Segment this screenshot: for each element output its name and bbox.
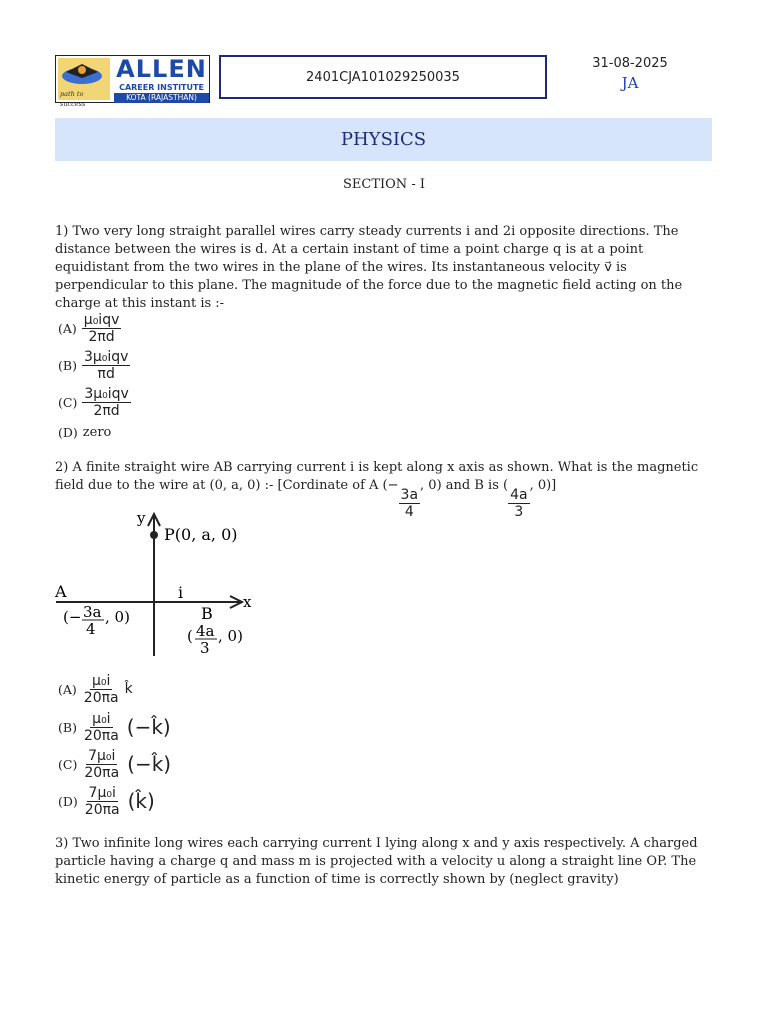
fraction-denominator: 20πa (83, 689, 119, 706)
b-coord-den: 3 (200, 639, 210, 657)
fraction-numerator: 7μ₀i (88, 747, 116, 764)
b-coord-num: 4a (196, 622, 215, 640)
question-3-text: 3) Two infinite long wires each carrying current I lying along x and y axis respectively. A charged particle having a charge q and mass m is projected with a velocity u along a straight line OP. The kinetic energy of particle as a function of time is correctly shown by (neglect gravity) (55, 836, 698, 887)
fraction-denominator: 20πa (84, 801, 120, 818)
option-label: (A) (58, 320, 77, 336)
fraction-numerator: μ₀iqv (83, 311, 120, 328)
option-fraction (82, 711, 121, 744)
option-label: (C) (58, 394, 78, 410)
option-label: (C) (58, 756, 78, 772)
fraction-denominator: 3 (514, 504, 524, 520)
option-fraction (83, 785, 122, 818)
fraction-denominator: 20πa (84, 764, 120, 781)
a-coord-num: 3a (83, 603, 102, 621)
wire-diagram (50, 508, 260, 660)
fraction-numerator: 3a (400, 487, 419, 503)
q1-option-b[interactable] (58, 348, 130, 382)
fraction-denominator: 2πd (93, 402, 120, 419)
y-axis-label: y (137, 509, 146, 527)
q2-text-mid: , 0) and B is ( (420, 478, 509, 493)
current-label: i (178, 583, 184, 602)
q2-option-d[interactable] (58, 784, 155, 818)
unit-vector: k̂ (124, 681, 133, 697)
direction-vector: (−k̂) (127, 752, 172, 776)
direction-vector: (k̂) (127, 789, 155, 813)
fraction-denominator: 2πd (88, 328, 115, 345)
fraction-denominator: 4 (404, 504, 414, 520)
option-fraction (82, 312, 122, 345)
option-fraction (82, 349, 131, 382)
logo-subtitle: CAREER INSTITUTE (119, 83, 204, 92)
fraction-denominator: 20πa (83, 727, 119, 744)
fraction-numerator: μ₀i (92, 710, 111, 727)
q1-option-d[interactable] (58, 415, 111, 449)
option-label: (D) (58, 424, 78, 440)
subject-title: PHYSICS (340, 129, 427, 150)
option-text: zero (82, 424, 112, 440)
q2-text-end: , 0)] (529, 478, 557, 493)
option-fraction (82, 386, 131, 419)
fraction-numerator: 3μ₀iqv (84, 385, 129, 402)
b-coord-open: ( (187, 627, 193, 645)
exam-tag: JA (621, 74, 639, 92)
paper-code-box (219, 55, 547, 99)
section-heading: SECTION - I (343, 177, 425, 192)
logo-city: KOTA (RAJASTHAN) (114, 93, 209, 103)
fraction-numerator: 7μ₀i (88, 784, 116, 801)
x-axis-label: x (243, 593, 252, 611)
exam-date: 31-08-2025 (592, 56, 668, 71)
q1-option-a[interactable] (58, 311, 121, 345)
fraction-numerator: μ₀i (91, 672, 111, 689)
a-coord-den: 4 (86, 620, 96, 638)
fraction-numerator: 3μ₀iqv (83, 348, 129, 365)
option-label: (B) (58, 357, 77, 373)
a-coord-close: , 0) (105, 608, 130, 626)
a-coord-open: (− (63, 608, 82, 626)
subject-banner (55, 118, 712, 161)
b-coord-fraction (508, 487, 530, 520)
allen-logo (55, 55, 210, 108)
b-coord-close: , 0) (218, 627, 243, 645)
point-b-label: B (201, 604, 213, 623)
question-1-text: 1) Two very long straight parallel wires carry steady currents i and 2i opposite directions. The distance between the wires is d. At a certain instant of time a point charge q is at a point equidistant from the two wires in the plane of the wires. Its instantaneous velocity v⃗ is perpendicular to this plane. The magnitude of the force due to the magnetic field acting on the charge at this instant is :- (55, 224, 683, 311)
point-a-label: A (55, 582, 67, 601)
q1-option-c[interactable] (58, 385, 131, 419)
logo-wordmark: ALLEN (116, 55, 207, 83)
option-fraction (82, 673, 121, 706)
fraction-numerator: 4a (510, 487, 528, 503)
paper-code: 2401CJA101029250035 (306, 69, 460, 85)
option-label: (A) (58, 681, 77, 697)
q2-text-before: 2) A finite straight wire AB carrying current i is kept along x axis as shown. What is the magnetic field due to the wire at (0, a, 0) :- [Cordinate of A ( (55, 460, 699, 493)
point-p-label: P(0, a, 0) (164, 525, 238, 544)
point-p (150, 531, 158, 539)
a-coord-fraction (399, 487, 421, 520)
direction-vector: (−k̂) (126, 715, 171, 739)
option-label: (B) (58, 719, 77, 735)
fraction-denominator: πd (97, 365, 115, 382)
option-label: (D) (58, 793, 78, 809)
logo-tagline: path to success (60, 90, 86, 108)
q2-option-b[interactable] (58, 710, 171, 744)
option-fraction (82, 748, 121, 781)
q2-option-c[interactable] (58, 747, 171, 781)
q2-option-a[interactable] (58, 672, 133, 706)
minus-sign: − (387, 478, 399, 493)
